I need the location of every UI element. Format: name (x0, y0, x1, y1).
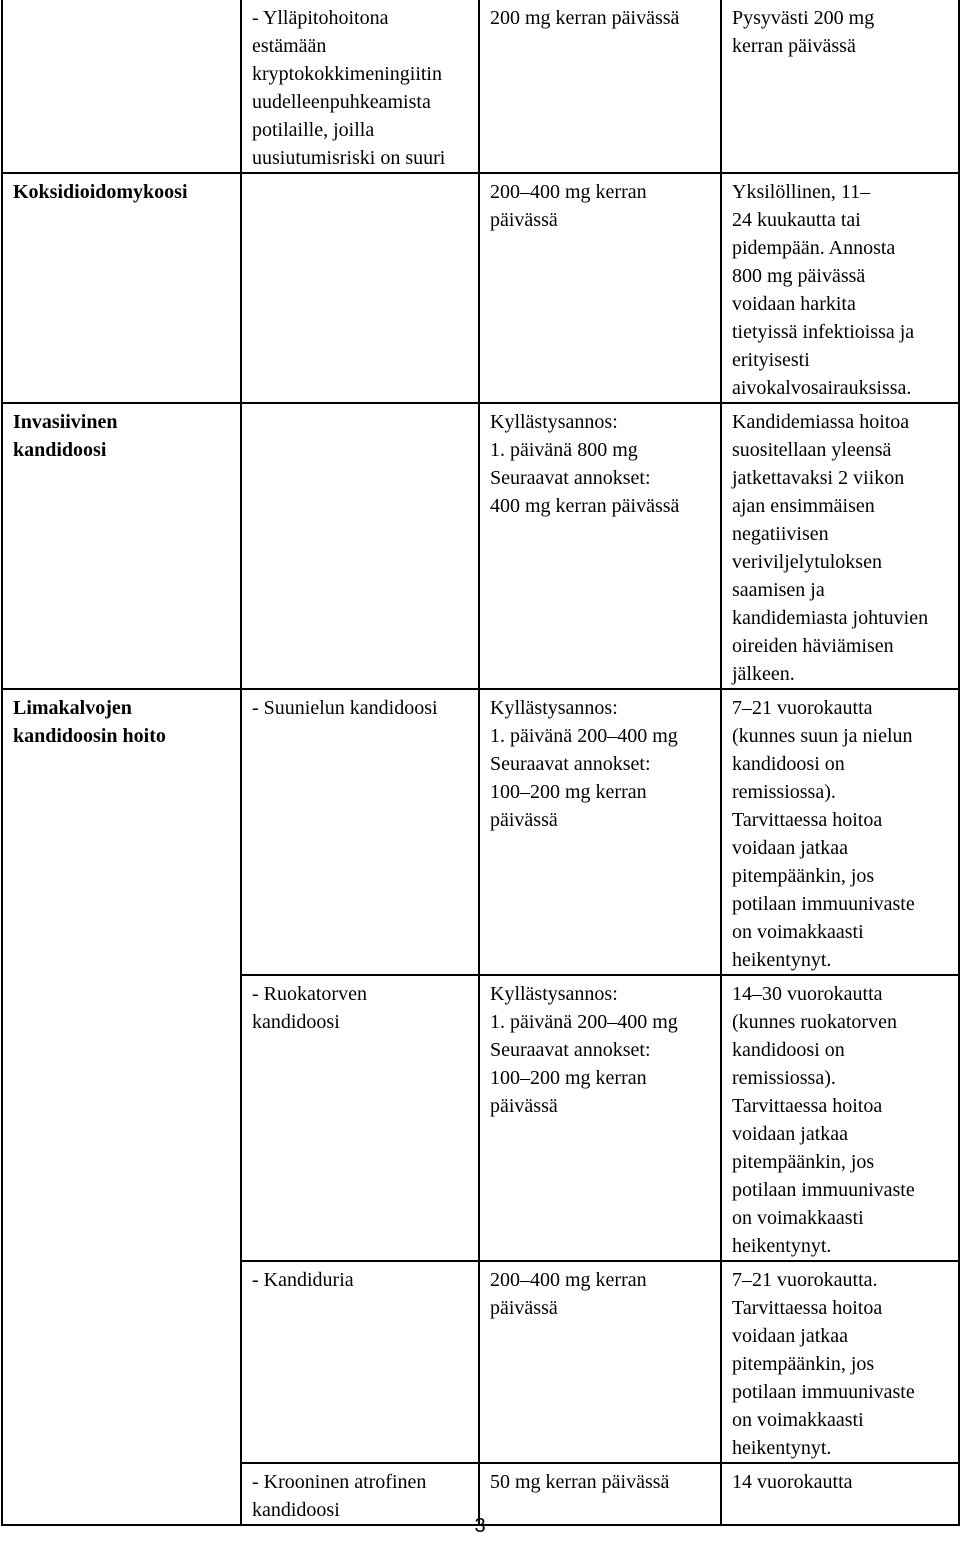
dose-cell (479, 173, 721, 403)
subgroup-text: - Suunielun kandidoosi (252, 697, 438, 719)
table-row (2, 0, 959, 173)
dose-text: Kyllästysannos: 1. päivänä 800 mg Seuraavat annokset: 400 mg kerran päivässä (490, 411, 680, 517)
dose-text: Kyllästysannos: 1. päivänä 200–400 mg Seuraavat annokset: 100–200 mg kerran päivässä (490, 697, 678, 831)
duration-text: Pysyvästi 200 mg kerran päivässä (732, 7, 875, 57)
subgroup-text: - Ylläpitohoitona estämään kryptokokkimeningiitin uudelleenpuhkeamista potilaille, joilla uusiutumisriski on suuri (252, 7, 446, 169)
table-row (2, 689, 959, 975)
dose-cell (479, 689, 721, 975)
duration-text: 7–21 vuorokautta (kunnes suun ja nielun kandidoosi on remissiossa). Tarvittaessa hoitoa voidaan jatkaa pitempäänkin, jos potilaan immuunivaste on voimakkaasti heikentynyt. (732, 697, 915, 971)
subgroup-cell (241, 975, 479, 1261)
dosing-table (1, 0, 960, 1526)
dose-cell (479, 403, 721, 689)
subgroup-cell (241, 1261, 479, 1463)
subgroup-cell (241, 0, 479, 173)
subgroup-text: - Ruokatorven kandidoosi (252, 983, 367, 1033)
dose-text: 200–400 mg kerran päivässä (490, 181, 647, 231)
subgroup-cell (241, 689, 479, 975)
indication-cell (2, 0, 241, 173)
subgroup-cell (241, 173, 479, 403)
duration-cell (721, 173, 959, 403)
subgroup-text: - Krooninen atrofinen kandidoosi (252, 1471, 427, 1521)
page-number: 3 (474, 1515, 486, 1537)
indication-cell (2, 173, 241, 403)
duration-cell (721, 689, 959, 975)
dose-cell (479, 975, 721, 1261)
duration-text: 14 vuorokautta (732, 1471, 853, 1493)
duration-cell (721, 0, 959, 173)
indication-cell (2, 403, 241, 689)
indication-text: Invasiivinen kandidoosi (13, 411, 118, 461)
table-row (2, 403, 959, 689)
duration-cell (721, 975, 959, 1261)
duration-text: Kandidemiassa hoitoa suositellaan yleensä jatkettavaksi 2 viikon ajan ensimmäisen negatiivisen veriviljelytuloksen saamisen ja kandidemiasta johtuvien oireiden häviämisen jälkeen. (732, 411, 929, 685)
duration-text: 14–30 vuorokautta (kunnes ruokatorven kandidoosi on remissiossa). Tarvittaessa hoitoa voidaan jatkaa pitempäänkin, jos potilaan immuunivaste on voimakkaasti heikentynyt. (732, 983, 915, 1257)
subgroup-cell (241, 403, 479, 689)
indication-text: Koksidioidomykoosi (13, 181, 188, 203)
dose-text: Kyllästysannos: 1. päivänä 200–400 mg Seuraavat annokset: 100–200 mg kerran päivässä (490, 983, 678, 1117)
indication-cell (2, 689, 241, 1525)
subgroup-text: - Kandiduria (252, 1269, 354, 1291)
duration-cell (721, 1261, 959, 1463)
dose-text: 50 mg kerran päivässä (490, 1471, 670, 1493)
dose-cell (479, 1261, 721, 1463)
dose-text: 200–400 mg kerran päivässä (490, 1269, 647, 1319)
indication-text: Limakalvojen kandidoosin hoito (13, 697, 166, 747)
dose-cell (479, 0, 721, 173)
duration-text: Yksilöllinen, 11– 24 kuukautta tai pidempään. Annosta 800 mg päivässä voidaan harkita tietyissä infektioissa ja erityisesti aivokalvosairauksissa. (732, 181, 915, 399)
duration-text: 7–21 vuorokautta. Tarvittaessa hoitoa voidaan jatkaa pitempäänkin, jos potilaan immuunivaste on voimakkaasti heikentynyt. (732, 1269, 915, 1459)
dose-text: 200 mg kerran päivässä (490, 7, 680, 29)
table-row (2, 173, 959, 403)
duration-cell (721, 403, 959, 689)
